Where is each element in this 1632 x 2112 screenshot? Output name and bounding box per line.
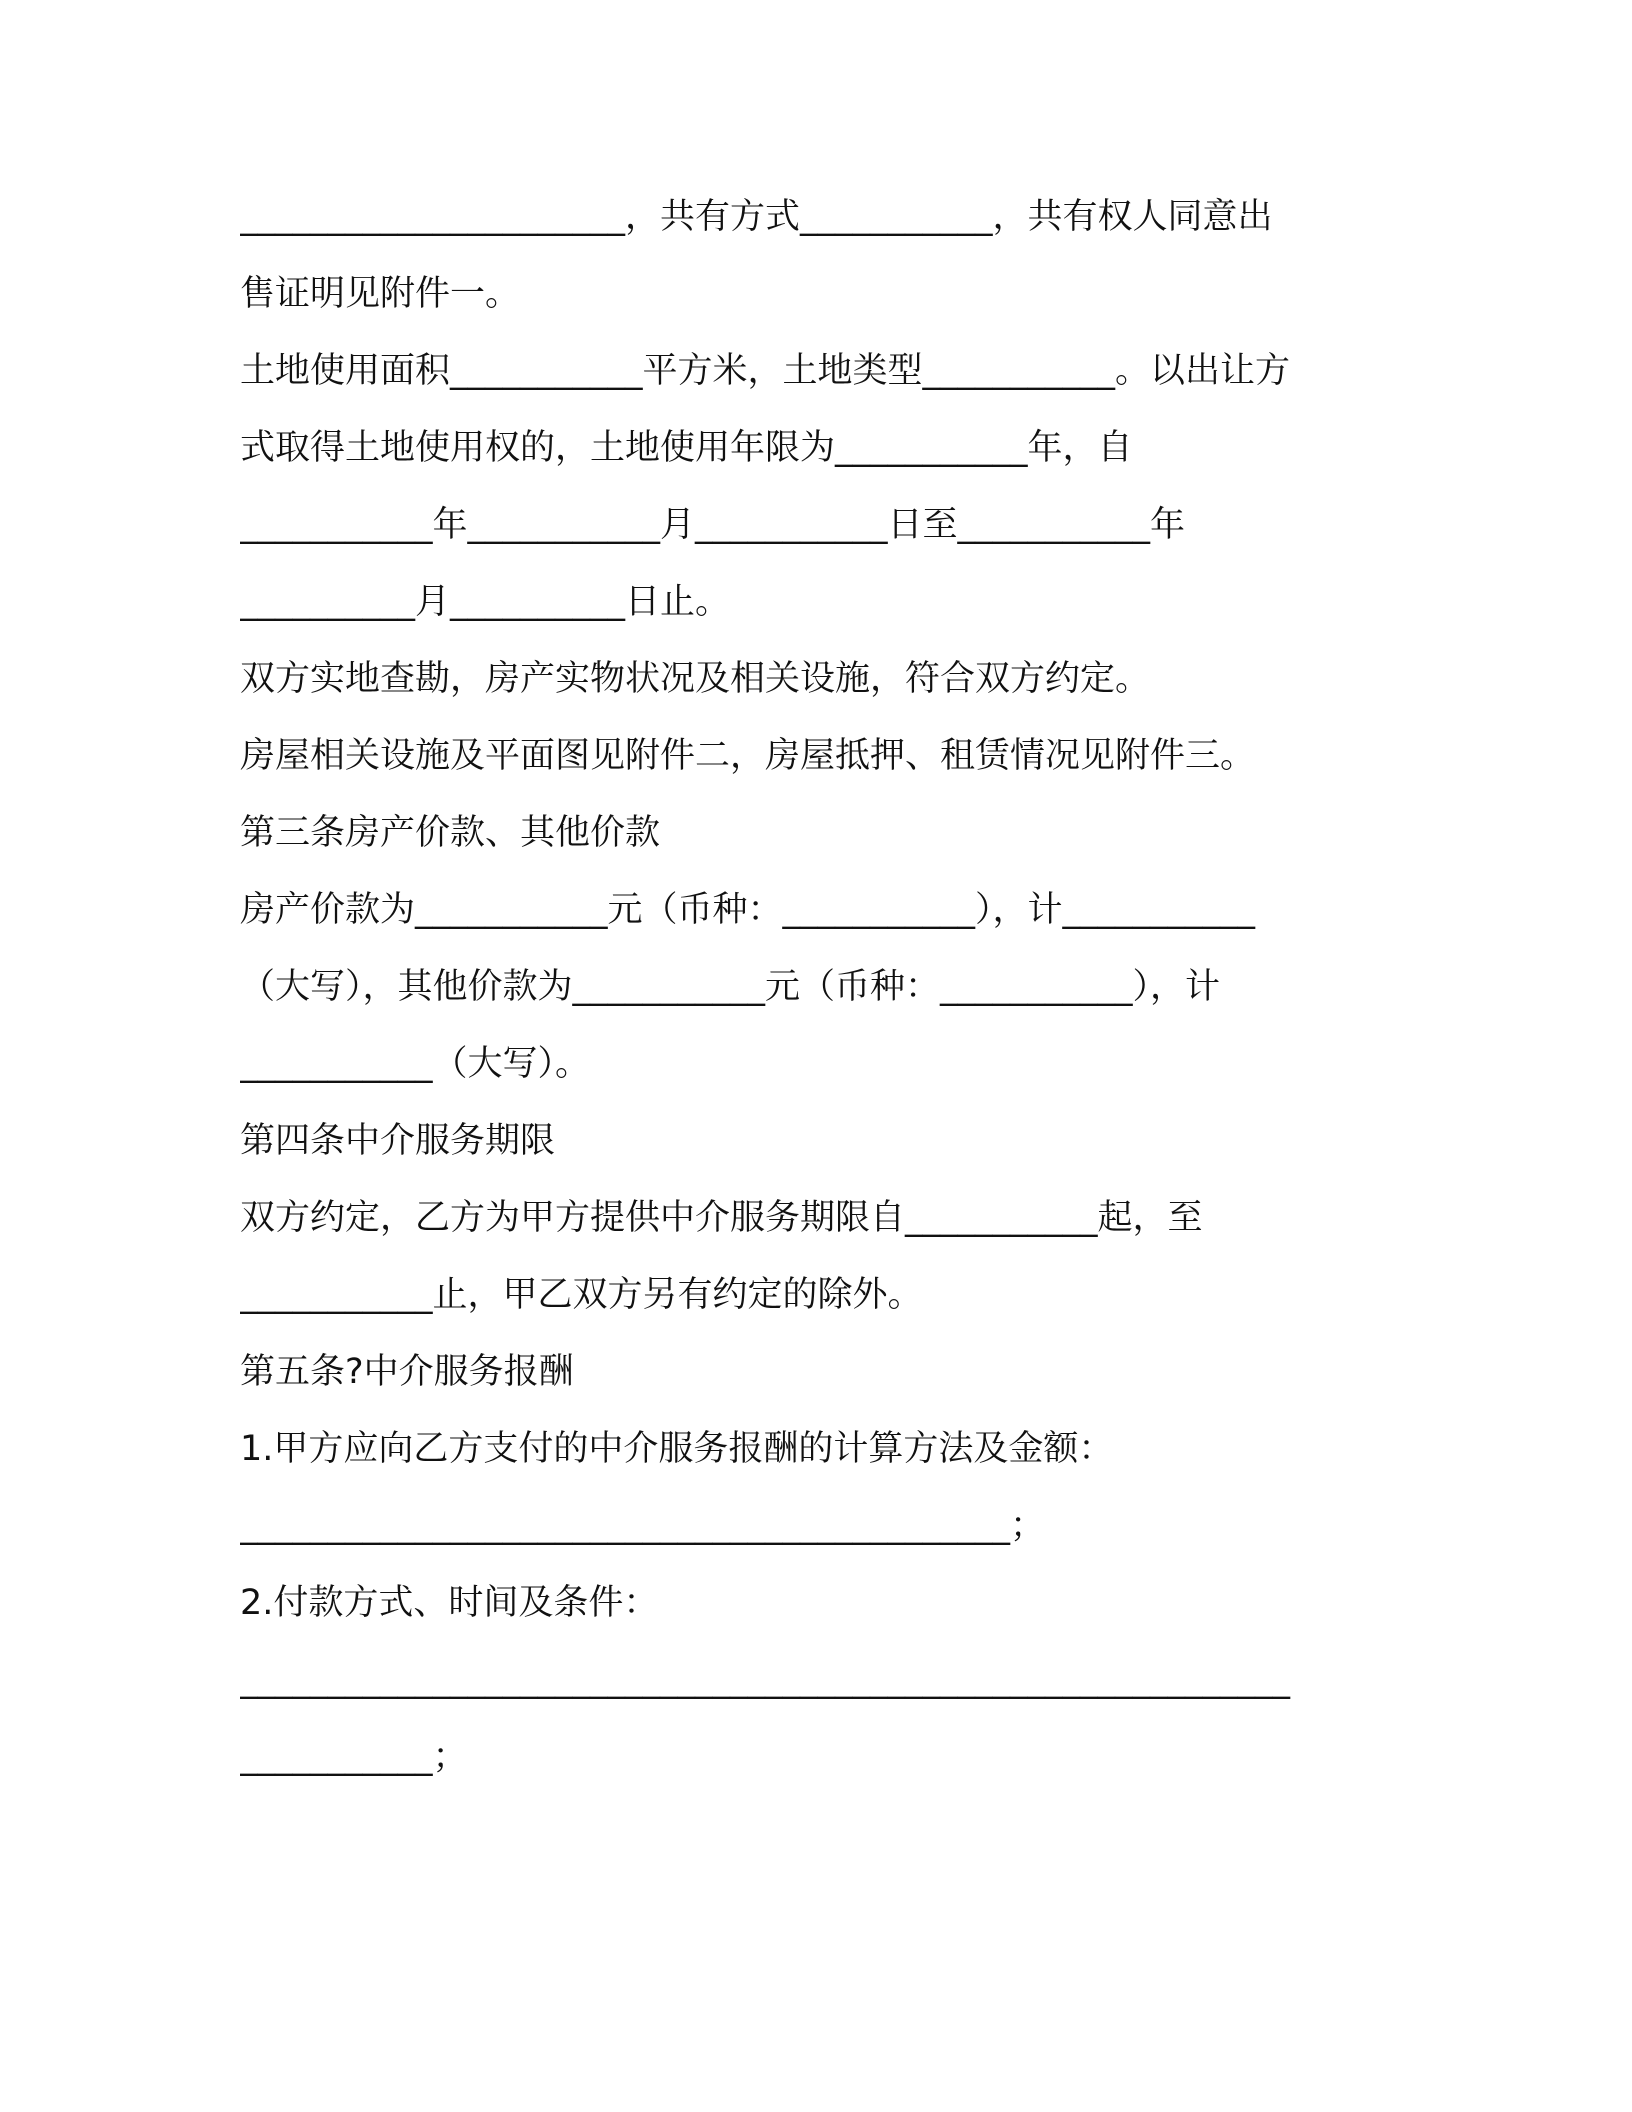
text-line: 双方实地查勘，房产实物状况及相关设施，符合双方约定。 [240,659,1151,699]
section-heading: 第四条中介服务期限 [240,1121,556,1161]
text-line: ___________（大写）。 [240,1044,591,1084]
text-line: 土地使用面积___________平方米，土地类型___________。以出让方 [240,351,1291,391]
text-line: ___________； [240,1737,468,1777]
text-line: ___________止，甲乙双方另有约定的除外。 [240,1275,923,1315]
text-line: ____________________________________________； [240,1506,1046,1546]
text-line: 1.甲方应向乙方支付的中介服务报酬的计算方法及金额： [240,1429,1114,1469]
text-line: 2.付款方式、时间及条件： [240,1583,659,1623]
section-heading: 第五条?中介服务报酬 [240,1352,574,1392]
section-heading: 第三条房产价款、其他价款 [240,813,661,853]
text-line: 式取得土地使用权的，土地使用年限为___________年，自 [240,428,1133,468]
text-line: 售证明见附件一。 [240,274,521,314]
text-line: 房屋相关设施及平面图见附件二，房屋抵押、租赁情况见附件三。 [240,736,1256,776]
text-line: 房产价款为___________元（币种：___________），计___________ [240,890,1256,930]
text-line: ___________年___________月___________日至___________年 [240,505,1186,545]
text-line: __________月__________日止。 [240,582,731,622]
text-line: （大写），其他价款为___________元（币种：___________），计 [240,967,1221,1007]
text-line: 双方约定，乙方为甲方提供中介服务期限自___________起，至 [240,1198,1203,1238]
text-line: ______________________，共有方式___________，共有权人同意出 [240,197,1273,237]
text-line: ____________________________________________________________ [240,1660,1290,1700]
